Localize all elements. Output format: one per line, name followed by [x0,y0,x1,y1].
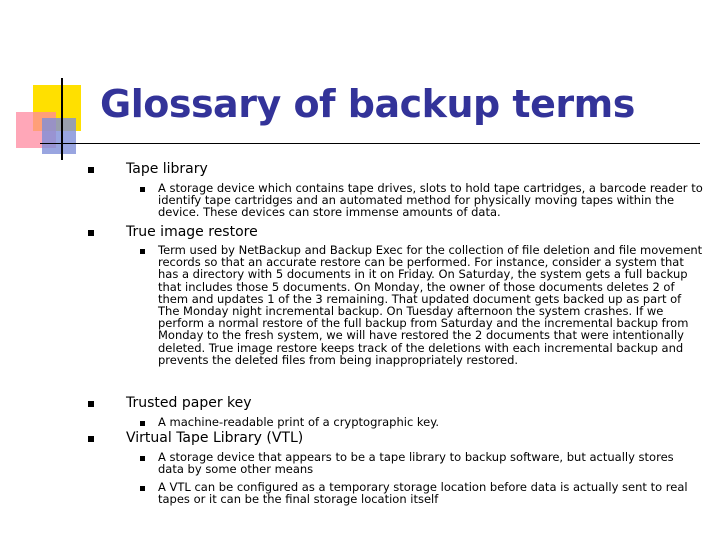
term-label: True image restore [126,224,258,240]
term-label: Virtual Tape Library (VTL) [126,430,304,446]
term-label: Tape library [126,161,208,177]
definition-text: A storage device that appears to be a tape library to backup software, but actually stores data by some other means [158,450,674,477]
definition-text: Term used by NetBackup and Backup Exec for the collection of file deletion and file movement records so that an accurate restore can be performed. For instance, consider a system that has a directory with 5 documents in it on Friday. On Saturday, the system gets a full backup that includes those 5 documents. On Monday, the owner of those documents deletes 2 of them and updates 1 of the 3 remaining. That updated document gets backed up as part of The Monday night incremental backup. On Tuesday afternoon the system crashes. If we perform a normal restore of the full backup from Saturday and the incremental backup from Monday to the fresh system, we will have restored the 2 documents that were intentionally deleted. True image restore keeps track of the deletions with each incremental backup and prevents the deleted files from being inappropriately restored. [158,243,703,367]
definition-text: A storage device which contains tape drives, slots to hold tape cartridges, a barcode reader to identify tape cartridges and an automated method for physically moving tapes within the device. These devices can store immense amounts of data. [158,181,703,220]
slide-title: Glossary of backup terms [100,82,635,126]
square-bullet-icon [88,401,94,407]
square-bullet-icon [140,249,145,254]
square-bullet-icon [88,230,94,236]
square-bullet-icon [88,436,94,442]
square-bullet-icon [140,486,145,491]
square-bullet-icon [140,187,145,192]
square-bullet-icon [140,456,145,461]
square-bullet-icon [88,167,94,173]
term-label: Trusted paper key [126,395,252,411]
definition-text: A VTL can be configured as a temporary storage location before data is actually sent to real tapes or it can be the final storage location itself [158,480,688,507]
square-bullet-icon [140,421,145,426]
definition-text: A machine-readable print of a cryptographic key. [158,415,440,429]
